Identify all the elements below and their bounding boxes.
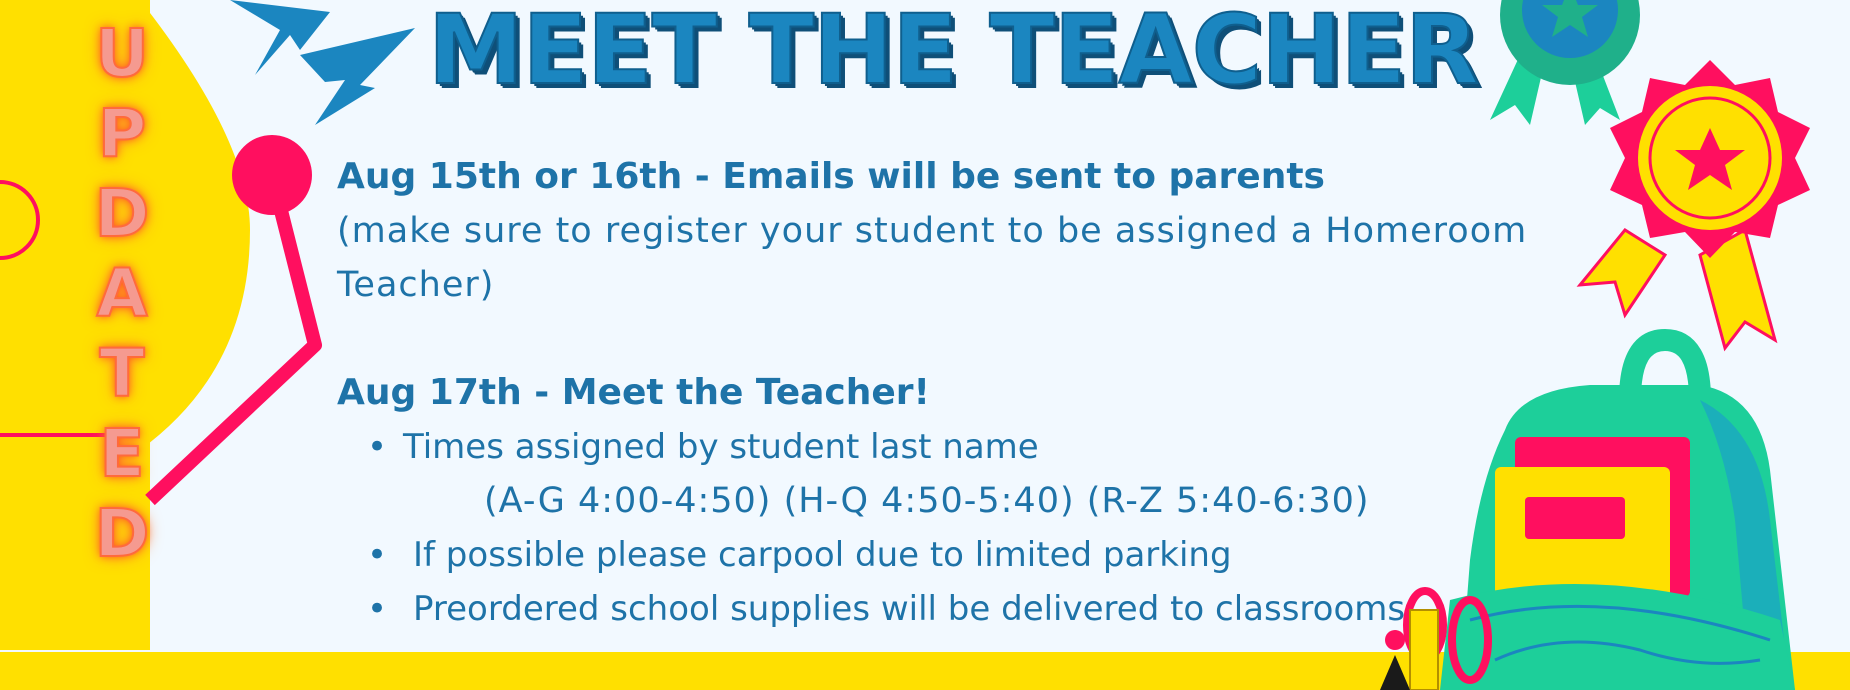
list-item: • Preordered school supplies will be delivered to classrooms — [337, 582, 1704, 636]
updated-letter: E — [99, 415, 145, 492]
teal-ribbon — [1490, 0, 1640, 125]
lightning-bolts — [230, 0, 415, 125]
event-details-list-continued — [337, 528, 1704, 636]
updated-letter: A — [96, 255, 148, 332]
list-item: • If possible please carpool due to limited parking — [337, 528, 1704, 582]
updated-letter: P — [97, 95, 147, 172]
updated-banner — [62, 14, 182, 574]
section-heading-emails: Aug 15th or 16th - Emails will be sent to parents — [337, 156, 1325, 197]
updated-letter: D — [94, 495, 150, 572]
updated-letter: T — [99, 335, 145, 412]
updated-letter: D — [94, 175, 150, 252]
event-details-list — [337, 420, 1704, 474]
updated-letter: U — [95, 15, 149, 92]
section-heading-meet: Aug 17th - Meet the Teacher! — [337, 372, 930, 413]
time-slots: (A-G 4:00-4:50) (H-Q 4:50-5:40) (R-Z 5:40-6:30) — [484, 481, 1370, 521]
announcement-body — [337, 150, 1704, 636]
page-title: MEET THE TEACHER — [428, 0, 1479, 106]
registration-note: (make sure to register your student to be assigned a Homeroom Teacher) — [337, 211, 1528, 305]
list-item: • Times assigned by student last name — [337, 420, 1704, 474]
